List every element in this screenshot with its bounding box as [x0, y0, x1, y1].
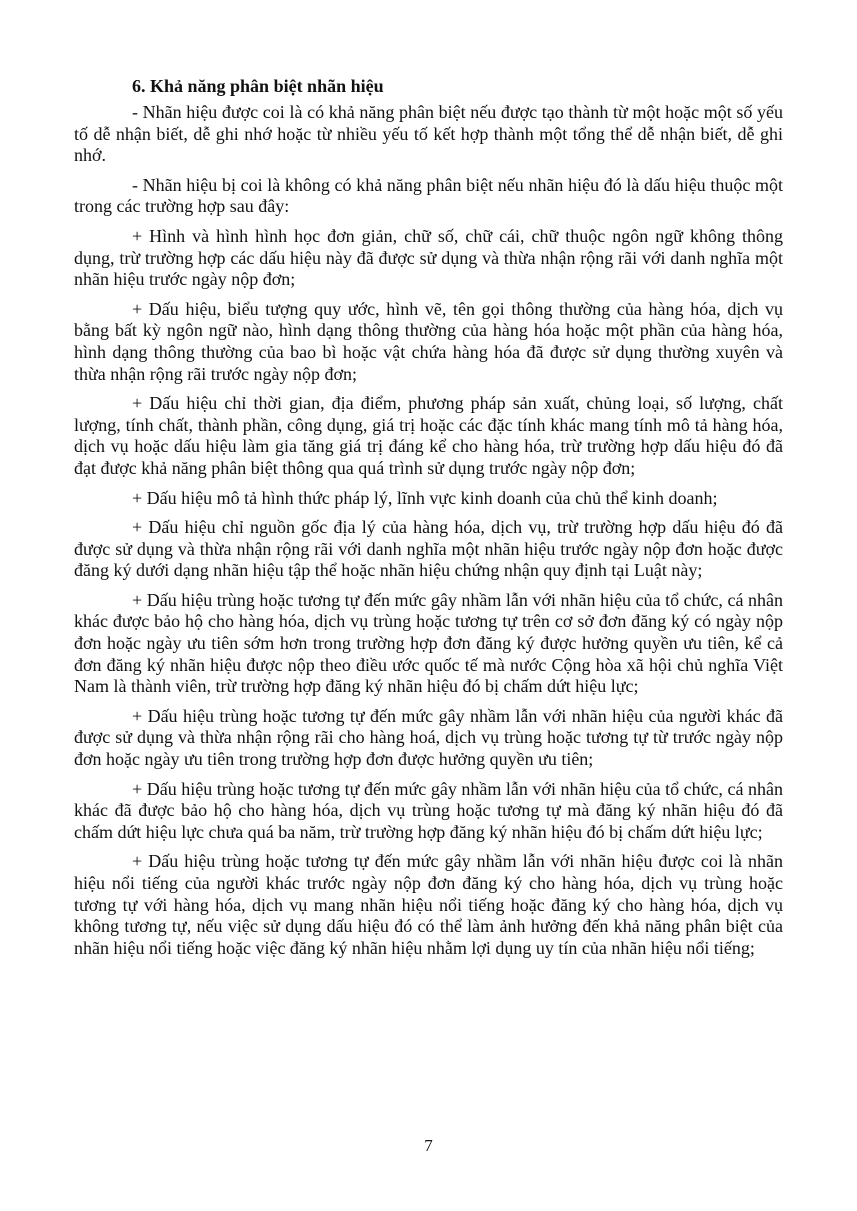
- list-item-conflict-registered-mark: + Dấu hiệu trùng hoặc tương tự đến mức gây nhầm lẫn với nhãn hiệu của tổ chức, cá nhân khác được bảo hộ cho hàng hóa, dịch vụ trùng hoặc tương tự trên cơ sở đơn đăng ký có ngày nộp đơn hoặc ngày ưu tiên sớm hơn trong trường hợp đơn đăng ký được hưởng quyền ưu tiên, kể cả đơn đăng ký nhãn hiệu được nộp theo điều ước quốc tế mà nước Cộng hòa xã hội chủ nghĩa Việt Nam là thành viên, trừ trường hợp đăng ký nhãn hiệu đó bị chấm dứt hiệu lực;: [74, 589, 783, 697]
- list-item-conflict-well-known-mark: + Dấu hiệu trùng hoặc tương tự đến mức gây nhầm lẫn với nhãn hiệu được coi là nhãn hiệu nổi tiếng của người khác trước ngày nộp đơn đăng ký cho hàng hóa, dịch vụ trùng hoặc tương tự với hàng hóa, dịch vụ mang nhãn hiệu nổi tiếng hoặc đăng ký cho hàng hóa, dịch vụ không tương tự, nếu việc sử dụng dấu hiệu đó có thể làm ảnh hưởng đến khả năng phân biệt của nhãn hiệu nổi tiếng hoặc việc đăng ký nhãn hiệu nhằm lợi dụng uy tín của nhãn hiệu nổi tiếng;: [74, 851, 783, 958]
- paragraph-non-distinctive-intro: - Nhãn hiệu bị coi là không có khả năng phân biệt nếu nhãn hiệu đó là dấu hiệu thuộc một trong các trường hợp sau đây:: [74, 174, 783, 217]
- section-heading: 6. Khả năng phân biệt nhãn hiệu: [132, 76, 384, 96]
- page-number: 7: [424, 1136, 433, 1155]
- list-item-common-symbols: + Dấu hiệu, biểu tượng quy ước, hình vẽ, tên gọi thông thường của hàng hóa, dịch vụ bằng bất kỳ ngôn ngữ nào, hình dạng thông thường của hàng hóa hoặc một phần của hàng hóa, hình dạng thông thường của bao bì hoặc vật chứa hàng hóa đã được sử dụng thường xuyên và thừa nhận rộng rãi trước ngày nộp đơn;: [74, 298, 783, 384]
- list-item-conflict-used-mark: + Dấu hiệu trùng hoặc tương tự đến mức gây nhầm lẫn với nhãn hiệu của người khác đã được sử dụng và thừa nhận rộng rãi cho hàng hoá, dịch vụ trùng hoặc tương tự từ trước ngày nộp đơn hoặc ngày ưu tiên trong trường hợp đơn được hưởng quyền ưu tiên;: [74, 705, 783, 770]
- paragraph-distinctive-definition: - Nhãn hiệu được coi là có khả năng phân biệt nếu được tạo thành từ một hoặc một số yếu tố dễ nhận biết, dễ ghi nhớ hoặc từ nhiều yếu tố kết hợp thành một tổng thể dễ nhận biết, dễ ghi nhớ.: [74, 102, 783, 166]
- page-content: [74, 74, 783, 967]
- list-item-conflict-expired-mark: + Dấu hiệu trùng hoặc tương tự đến mức gây nhầm lẫn với nhãn hiệu của tổ chức, cá nhân khác đã được bảo hộ cho hàng hóa, dịch vụ trùng hoặc tương tự mà đăng ký nhãn hiệu đó đã chấm dứt hiệu lực chưa quá ba năm, trừ trường hợp đăng ký nhãn hiệu đó bị chấm dứt hiệu lực;: [74, 778, 783, 842]
- list-item-simple-shapes: + Hình và hình hình học đơn giản, chữ số, chữ cái, chữ thuộc ngôn ngữ không thông dụng, trừ trường hợp các dấu hiệu này đã được sử dụng và thừa nhận rộng rãi với danh nghĩa một nhãn hiệu trước ngày nộp đơn;: [74, 225, 783, 290]
- list-item-descriptive-signs: + Dấu hiệu chỉ thời gian, địa điểm, phương pháp sản xuất, chủng loại, số lượng, chất lượng, tính chất, thành phần, công dụng, giá trị hoặc các đặc tính khác mang tính mô tả hàng hóa, dịch vụ hoặc dấu hiệu làm gia tăng giá trị đáng kể cho hàng hóa, trừ trường hợp dấu hiệu đó đã đạt được khả năng phân biệt thông qua quá trình sử dụng trước ngày nộp đơn;: [74, 393, 783, 478]
- list-item-geographic-origin: + Dấu hiệu chỉ nguồn gốc địa lý của hàng hóa, dịch vụ, trừ trường hợp dấu hiệu đó đã được sử dụng và thừa nhận rộng rãi với danh nghĩa một nhãn hiệu trước ngày nộp đơn hoặc được đăng ký dưới dạng nhãn hiệu tập thể hoặc nhãn hiệu chứng nhận quy định tại Luật này;: [74, 517, 783, 581]
- list-item-legal-form: + Dấu hiệu mô tả hình thức pháp lý, lĩnh vực kinh doanh của chủ thể kinh doanh;: [132, 487, 718, 508]
